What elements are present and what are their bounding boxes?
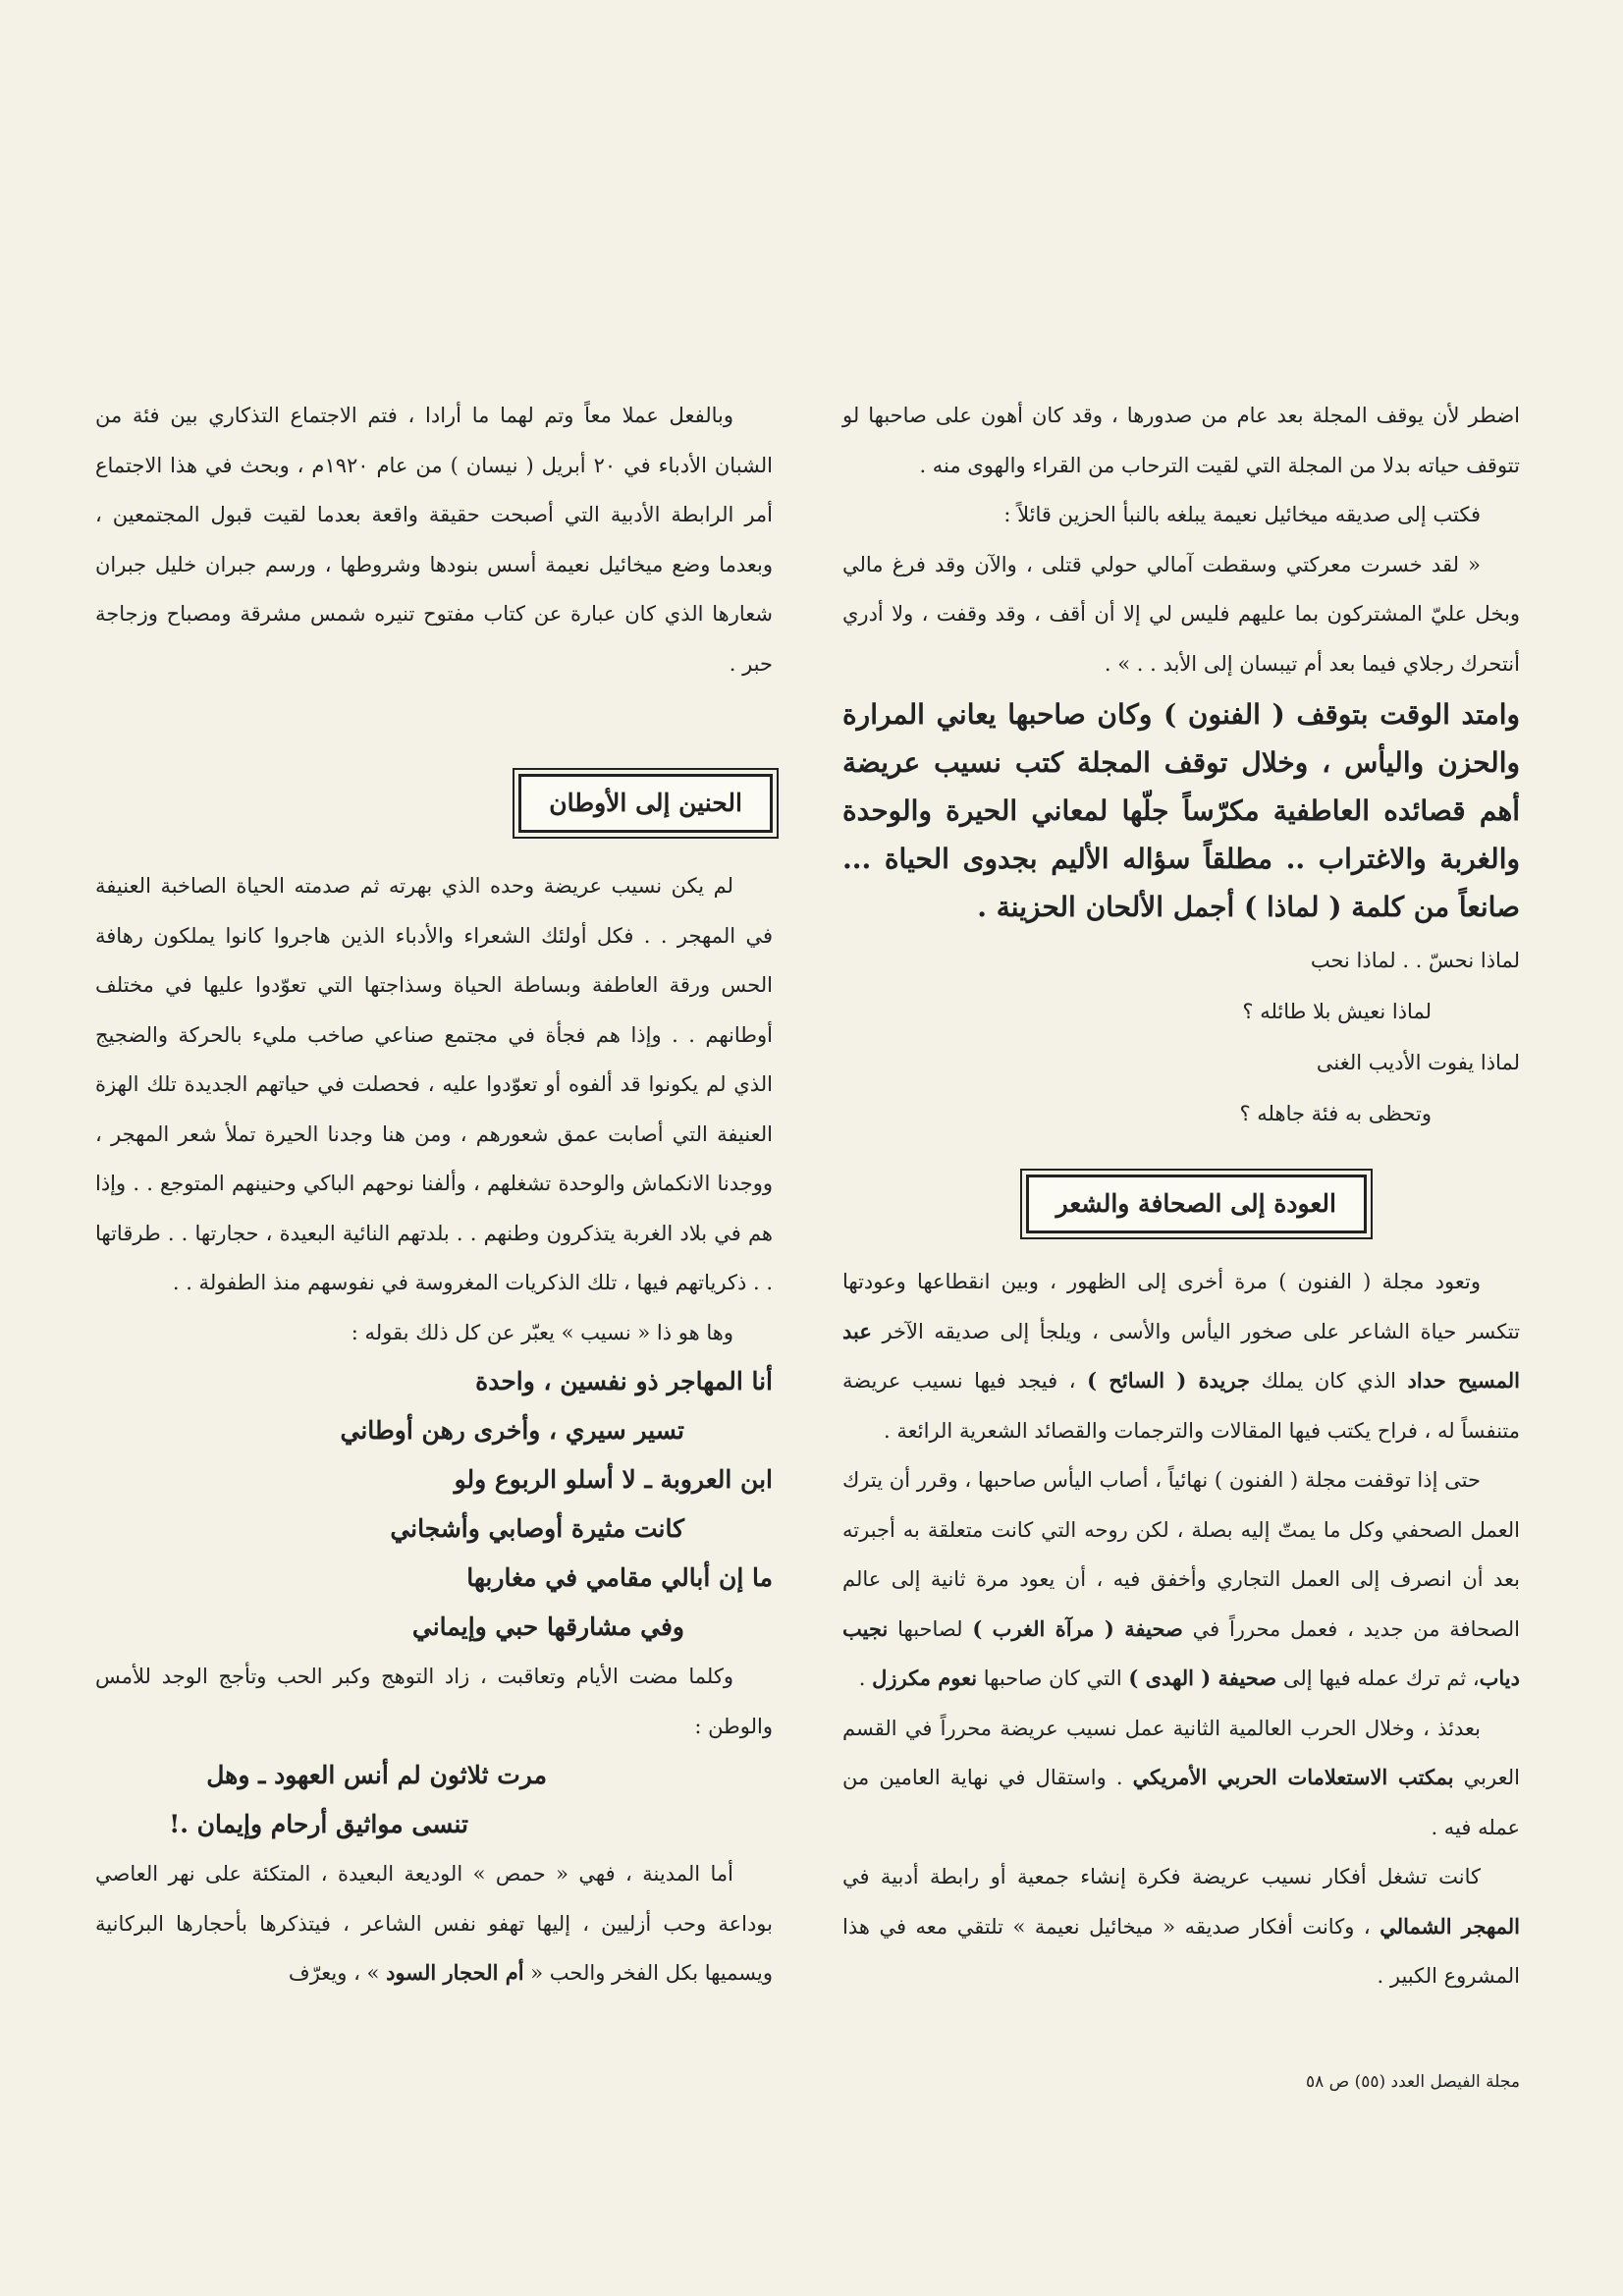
section-heading-text: الحنين إلى الأوطان: [518, 774, 773, 833]
emphasized-paragraph: وامتد الوقت بتوقف ( الفنون ) وكان صاحبها يعاني المرارة والحزن واليأس ، وخلال توقف المجلة كتب نسيب عريضة أهم قصائده العاطفية مكرّساً جلّها لمعاني الحيرة والوحدة والغربة والاغتراب .. مطلقاً سؤاله الأليم بجدوى الحياة ... صانعاً من كلمة ( لماذا ) أجمل الألحان الحزينة .: [842, 698, 1520, 923]
verse-line: لماذا يفوت الأديب الغنى: [1316, 1051, 1520, 1074]
paragraph: وبالفعل عملا معاً وتم لهما ما أرادا ، فتم الاجتماع التذكاري بين فئة من الشبان الأدباء في ٢٠ أبريل ( نيسان ) من عام ١٩٢٠م ، وبحث في هذا الاجتماع أمر الرابطة الأدبية التي أصبحت حقيقة واقعة بعدما لقيت قبول المجتمعين ، وبعدما وضع ميخائيل نعيمة أسس بنودها وشروطها ، ورسم جبران خليل جبران شعارها الذي كان عبارة عن كتاب مفتوح تنيره شمس مشرقة ومصباح وزجاجة حبر .: [95, 404, 774, 676]
paragraph: حتى إذا توقفت مجلة ( الفنون ) نهائياً ، أصاب اليأس صاحبها ، وقرر أن يترك العمل الصحفي وكل ما يمتّ إليه بصلة ، لكن روحه التي كانت متعلقة به أجبرته بعد أن انصرف إلى العمل التجاري وأخفق فيه ، أن يعود مرة ثانية إلى عالم الصحافة من جديد ، فعمل محرراً في صحيفة ( مرآة الغرب ) لصاحبها نجيب دياب، ثم ترك عمله فيها إلى صحيفة ( الهدى ) التي كان صاحبها نعوم مكرزل .: [842, 1468, 1520, 1690]
paragraph: وها هو ذا « نسيب » يعبّر عن كل ذلك بقوله :: [351, 1320, 733, 1344]
paragraph: أما المدينة ، فهي « حمص » الوديعة البعيدة ، المتكئة على نهر العاصي بوداعة وحب أزليين ، إليها تهفو نفس الشاعر ، فيتذكرها بأحجارها البركانية ويسميها بكل الفخر والحب « أم الحجار السود » ، ويعرّف: [95, 1862, 773, 1985]
page-footer: مجلة الفيصل العدد (٥٥) ص ٥٨: [1305, 2072, 1520, 2092]
paragraph: وتعود مجلة ( الفنون ) مرة أخرى إلى الظهور ، وبين انقطاعها وعودتها تتكسر حياة الشاعر على صخور اليأس والأسى ، ويلجأ إلى صديقه الآخر عبد المسيح حداد الذي كان يملك جريدة ( السائح ) ، فيجد فيها نسيب عريضة متنفساً له ، فراح يكتب فيها المقالات والترجمات والقصائد الشعرية الرائعة .: [842, 1270, 1520, 1443]
verse-line: أنا المهاجر ذو نفسين ، واحدة: [475, 1367, 773, 1395]
paragraph: فكتب إلى صديقه ميخائيل نعيمة يبلغه بالنبأ الحزين قائلاً :: [1003, 503, 1481, 526]
verse-block: [95, 1751, 773, 1849]
paragraph: وكلما مضت الأيام وتعاقبت ، زاد التوهج وكبر الحب وتأجج الوجد للأمس والوطن :: [95, 1665, 773, 1738]
verse-line: لماذا نعيش بلا طائله ؟: [1242, 1000, 1432, 1023]
section-heading-homeland: [513, 768, 779, 839]
verse-line: وفي مشارقها حبي وإيماني: [411, 1613, 684, 1641]
verse-line: ابن العروبة ـ لا أسلو الربوع ولو: [454, 1465, 773, 1494]
verse-line: تسير سيري ، وأخرى رهن أوطاني: [340, 1416, 684, 1445]
verse-block: [842, 935, 1520, 1139]
paragraph: اضطر لأن يوقف المجلة بعد عام من صدورها ، وقد كان أهون على صاحبها لو تتوقف حياته بدلا من المجلة التي لقيت الترحاب من القراء والهوى منه .: [842, 404, 1520, 477]
verse-line: وتحظى به فئة جاهله ؟: [1239, 1102, 1432, 1125]
quote: « لقد خسرت معركتي وسقطت آمالي حولي قتلى ، والآن وقد فرغ مالي وبخل عليّ المشتركون بما عليهم فليس لي إلا أن أقف ، وقد وقفت ، ولا أدري أنتحرك رجلاي فيما بعد أم تيبسان إلى الأبد . . » .: [842, 552, 1520, 676]
paragraph: لم يكن نسيب عريضة وحده الذي بهرته ثم صدمته الحياة الصاخبة العنيفة في المهجر . . فكل أولئك الشعراء والأدباء الذين هاجروا كانوا يملكون رهافة الحس ورقة العاطفة وبساطة الحياة وسذاجتها التي تعوّدوا عليها في مختلف أوطانهم . . وإذا هم فجأة في مجتمع صناعي صاخب مليء بالحركة والضجيج الذي لم يكونوا قد ألفوه أو تعوّدوا عليه ، فحصلت في حياتهم الجديدة تلك الهزة العنيفة التي أصابت عمق شعورهم ، ومن هنا وجدنا الحيرة تملأ شعر المهجر ، ووجدنا الانكماش والوحدة تشغلهم ، وألفنا نوحهم الباكي وحنينهم المتوجع . . وإذا هم في بلاد الغربة يتذكرون وطنهم . . بلدتهم النائية البعيدة ، حجارتها . . طرقاتها . . ذكرياتهم فيها ، تلك الذكريات المغروسة في نفوسهم منذ الطفولة . .: [95, 874, 773, 1294]
paragraph: كانت تشغل أفكار نسيب عريضة فكرة إنشاء جمعية أو رابطة أدبية في المهجر الشمالي ، وكانت أفكار صديقه « ميخائيل نعيمة » تلتقي معه في هذا المشروع الكبير .: [842, 1865, 1520, 1988]
left-column: [95, 391, 773, 1998]
verse-line: كانت مثيرة أوصابي وأشجاني: [390, 1514, 684, 1543]
verse-line: لماذا نحسّ . . لماذا نحب: [1310, 949, 1520, 972]
verse-line: تنسى مواثيق أرحام وإيمان .!: [169, 1810, 468, 1838]
section-heading-press: [1020, 1169, 1373, 1239]
verse-block: [95, 1357, 773, 1652]
verse-line: ما إن أبالي مقامي في مغاربها: [466, 1563, 773, 1592]
verse-line: مرت ثلاثون لم أنس العهود ـ وهل: [206, 1761, 547, 1789]
paragraph: بعدئذ ، وخلال الحرب العالمية الثانية عمل نسيب عريضة محرراً في القسم العربي بمكتب الاستعلامات الحربي الأمريكي . واستقال في نهاية العامين من عمله فيه .: [842, 1716, 1520, 1839]
section-heading-text: العودة إلى الصحافة والشعر: [1026, 1175, 1367, 1233]
